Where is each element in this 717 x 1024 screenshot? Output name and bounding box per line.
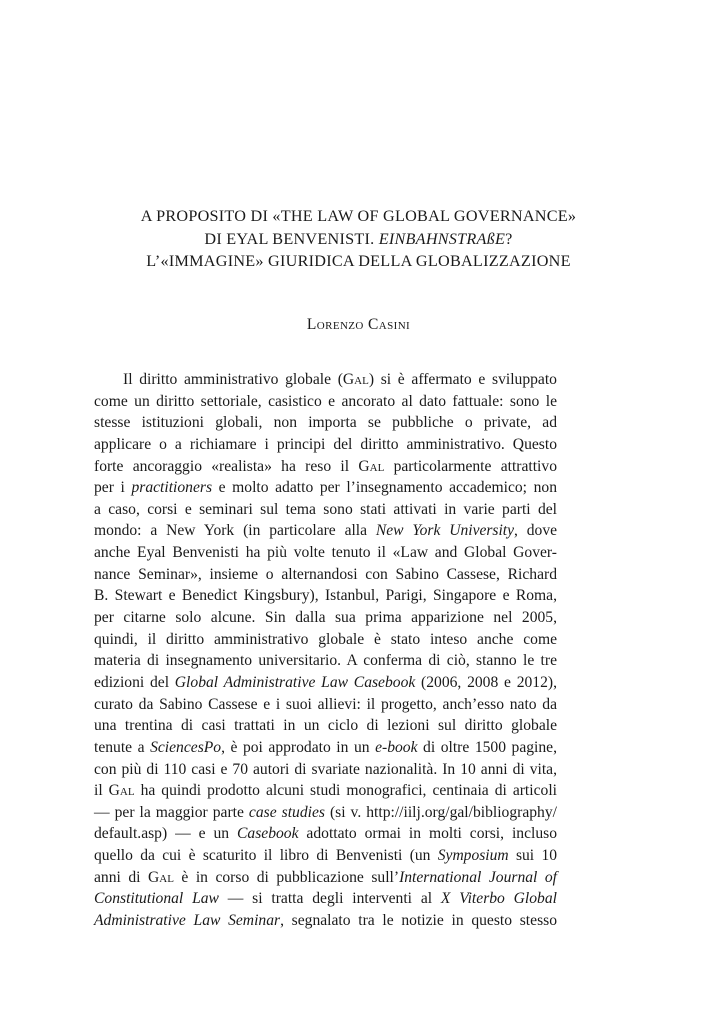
- text-run: il: [94, 782, 109, 800]
- gal-acronym: Gal: [108, 782, 135, 800]
- text-line: materia di insegnamento universitario. A conferma di ciò, stanno le tre: [94, 652, 557, 670]
- text-line: nance Seminar», insieme o alternandosi con Sabino Cassese, Richard: [94, 565, 557, 583]
- text-run: e molto adatto per l’insegnamento accademico; non: [212, 479, 557, 497]
- italic-run: e-book: [375, 738, 418, 756]
- text-line: [94, 845, 557, 867]
- text-line: [94, 520, 557, 542]
- text-run: edizioni del: [94, 673, 175, 691]
- italic-run: Casebook: [237, 825, 299, 843]
- text-line: [94, 780, 557, 802]
- gal-acronym: Gal: [358, 457, 385, 475]
- text-line: [94, 867, 557, 889]
- text-run: mondo: a New York (in particolare alla: [94, 522, 376, 540]
- text-line: curato da Sabino Cassese e i suoi allievi: il progetto, anch’esso nato da: [94, 695, 557, 713]
- text-line: quindi, il diritto amministrativo globale è stato inteso anche come: [94, 630, 557, 648]
- title-line-2: [60, 228, 657, 251]
- text-run: ha quindi prodotto alcuni studi monografici, centinaia di articoli: [134, 782, 557, 800]
- italic-run: New York University: [375, 522, 515, 540]
- text-line: B. Stewart e Benedict Kingsbury), Istanbul, Parigi, Singapore e Roma,: [94, 587, 557, 605]
- text-run: forte ancoraggio «realista» ha reso il: [94, 457, 359, 475]
- title-line-2-text: DI EYAL BENVENISTI.: [204, 229, 379, 248]
- text-run: quello da cui è scaturito il libro di Benvenisti (un: [94, 847, 438, 865]
- text-line: a caso, corsi e seminari sul tema sono stati attivati in varie parti del: [94, 500, 557, 518]
- text-line: [94, 477, 557, 499]
- text-run: , segnalato tra le notizie in questo stesso: [280, 912, 557, 930]
- text-line: [94, 910, 557, 932]
- text-line: con più di 110 casi e 70 autori di svariate nazionalità. In 10 anni di vita,: [94, 760, 557, 778]
- italic-run: Constitutional Law: [94, 890, 219, 908]
- text-line: come un diritto settoriale, casistico e ancorato al dato fattuale: sono le: [94, 392, 557, 410]
- gal-acronym: Gal: [147, 868, 174, 886]
- text-run: default.asp) — e un: [94, 825, 237, 843]
- text-run: (2006, 2008 e 2012),: [415, 673, 557, 691]
- italic-run: X Viterbo Global: [440, 890, 557, 908]
- text-line: applicare o a richiamare i principi del diritto amministrativo. Questo: [94, 435, 557, 453]
- text-run: tenute a: [94, 738, 151, 756]
- text-line: anche Eyal Benvenisti ha più volte tenuto il «Law and Global Gover-: [94, 544, 557, 562]
- text-run: — per la maggior parte: [94, 803, 249, 821]
- text-run: — si tratta degli interventi al: [218, 890, 441, 908]
- italic-run: SciencesPo: [150, 738, 222, 756]
- title-line-3: L’«IMMAGINE» GIURIDICA DELLA GLOBALIZZAZIONE: [146, 252, 571, 270]
- text-run: , è poi approdato in un: [221, 738, 376, 756]
- text-run: di oltre 1500 pagine,: [417, 738, 557, 756]
- text-run: particolarmente attrattivo: [384, 457, 557, 475]
- italic-run: practitioners: [131, 479, 213, 497]
- text-line: [94, 802, 557, 824]
- text-run: ) si è affermato e sviluppato: [368, 371, 557, 388]
- title-line-2-italic: EINBAHNSTRAßE: [378, 229, 506, 248]
- italic-run: Global Administrative Law Casebook: [174, 673, 416, 691]
- text-run: adottato ormai in molti corsi, incluso: [298, 825, 557, 843]
- italic-run: Symposium: [437, 847, 509, 865]
- text-run: (si v. http://iilj.org/gal/bibliography/: [324, 803, 557, 821]
- text-line: [94, 672, 557, 694]
- text-line: [94, 456, 557, 478]
- article-title: [60, 205, 657, 273]
- text-run: per i: [94, 479, 132, 497]
- text-run: anni di: [94, 868, 148, 886]
- italic-run: Administrative Law Seminar: [94, 912, 281, 930]
- author-name: Lorenzo Casini: [306, 316, 411, 333]
- text-line: stesse istituzioni globali, non importa se pubbliche o private, ad: [94, 414, 557, 432]
- body-paragraph: [94, 369, 557, 932]
- text-line: [94, 737, 557, 759]
- text-line: per citarne solo alcune. Sin dalla sua prima apparizione nel 2005,: [94, 609, 557, 627]
- text-line: [94, 888, 557, 910]
- text-run: è in corso di pubblicazione sull’: [173, 868, 400, 886]
- text-run: , dove: [514, 522, 558, 540]
- title-line-1: A PROPOSITO DI «THE LAW OF GLOBAL GOVERNANCE»: [140, 207, 577, 225]
- gal-acronym: Gal: [342, 371, 369, 388]
- title-line-2-question: ?: [505, 229, 513, 248]
- text-line: [94, 823, 557, 845]
- text-run: Il diritto amministrativo globale (: [123, 371, 343, 388]
- text-run: sui 10: [508, 847, 557, 865]
- italic-run: case studies: [248, 803, 325, 821]
- text-line: [94, 369, 557, 391]
- text-line: una trentina di casi trattati in un ciclo di lezioni sul diritto globale: [94, 717, 557, 735]
- italic-run: International Journal of: [399, 868, 557, 886]
